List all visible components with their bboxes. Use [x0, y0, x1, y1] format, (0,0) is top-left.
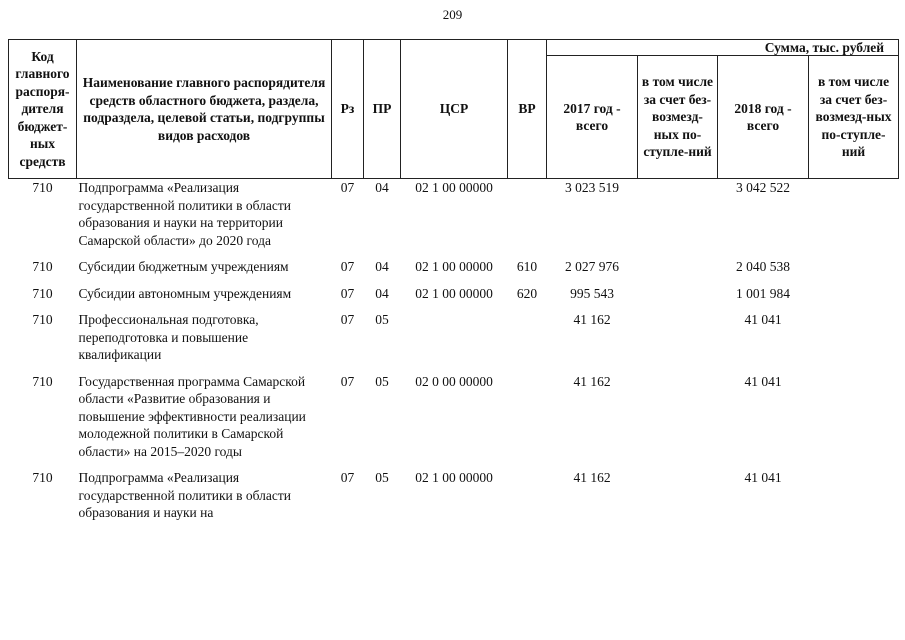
table-row: [9, 311, 899, 373]
cell-grant-2017: [638, 179, 718, 259]
cell-grant-2017: [638, 311, 718, 373]
cell-pr: 05: [375, 373, 389, 389]
cell-grant-2018: [809, 258, 899, 285]
header-csr: ЦСР: [401, 40, 508, 179]
cell-rz: 07: [340, 312, 355, 327]
cell-rz: 07: [340, 470, 355, 485]
cell-total-2017: 995 543: [570, 285, 614, 301]
cell-name: Субсидии бюджетным учреждениям: [78, 259, 289, 274]
cell-grant-2018: [809, 311, 899, 373]
header-pr: ПР: [364, 40, 401, 179]
header-total-2017: 2017 год - всего: [547, 56, 638, 179]
header-rz: Рз: [332, 40, 364, 179]
cell-code: 710: [32, 373, 53, 389]
cell-rz: 07: [340, 180, 355, 195]
table-row: [9, 179, 899, 259]
cell-name: Подпрограмма «Реализация государственной политики в области образования и науки на территории Самарской области» до 2020 года: [78, 180, 292, 248]
cell-csr: 02 1 00 00000: [415, 180, 493, 195]
header-code: Код главного распоря-дителя бюджет-ных средств: [9, 40, 77, 179]
cell-total-2018: 3 042 522: [736, 180, 790, 195]
cell-vr: 620: [516, 285, 538, 301]
cell-name: Профессиональная подготовка, переподготовка и повышение квалификации: [78, 312, 259, 362]
cell-pr: 05: [375, 312, 389, 327]
cell-grant-2018: [809, 469, 899, 531]
cell-total-2018: 2 040 538: [736, 259, 790, 274]
cell-grant-2017: [638, 469, 718, 531]
header-vr: ВР: [508, 40, 547, 179]
header-grant-2018: в том числе за счет без-возмезд-ных по-ступле-ний: [809, 56, 899, 179]
cell-grant-2018: [809, 285, 899, 312]
cell-csr: 02 1 00 00000: [415, 470, 493, 485]
cell-total-2017: 3 023 519: [565, 180, 619, 195]
cell-grant-2018: [809, 179, 899, 259]
header-name: Наименование главного распорядителя средств областного бюджета, раздела, подраздела, целевой статьи, подгруппы видов расходов: [77, 40, 332, 179]
cell-pr: 04: [375, 180, 389, 195]
cell-csr: 02 0 00 00000: [415, 373, 493, 389]
cell-grant-2018: [809, 373, 899, 470]
cell-vr: [508, 311, 547, 373]
cell-total-2018: 41 041: [744, 373, 782, 389]
cell-code: 710: [32, 312, 53, 327]
cell-csr: [401, 311, 508, 373]
cell-code: 710: [32, 259, 53, 274]
cell-rz: 07: [340, 373, 355, 389]
cell-rz: 07: [340, 285, 355, 301]
cell-csr: 02 1 00 00000: [415, 259, 493, 274]
page-number: 209: [442, 7, 463, 22]
cell-csr: 02 1 00 00000: [415, 285, 493, 301]
cell-total-2018: 41 041: [744, 470, 782, 485]
cell-grant-2017: [638, 258, 718, 285]
cell-name: Подпрограмма «Реализация государственной политики в области образования и науки на: [78, 470, 292, 520]
cell-rz: 07: [340, 259, 355, 274]
cell-total-2017: 41 162: [573, 470, 611, 485]
header-sum-group: Сумма, тыс. рублей: [547, 40, 899, 56]
table-row: [9, 285, 899, 312]
cell-pr: 05: [375, 470, 389, 485]
cell-pr: 04: [375, 259, 389, 274]
cell-name: Государственная программа Самарской области «Развитие образования и повышение эффективности реализации молодежной политики в Самарской области» на 2015–2020 годы: [78, 373, 306, 459]
cell-code: 710: [32, 285, 53, 301]
cell-code: 710: [32, 470, 53, 485]
cell-total-2018: 1 001 984: [736, 285, 790, 301]
cell-total-2017: 41 162: [573, 312, 611, 327]
cell-code: 710: [32, 180, 53, 195]
header-grant-2017: в том числе за счет без-возмезд-ных по-ступле-ний: [638, 56, 718, 179]
table-row: [9, 469, 899, 531]
cell-pr: 04: [375, 285, 389, 301]
cell-vr: [508, 373, 547, 470]
header-total-2018: 2018 год - всего: [718, 56, 809, 179]
cell-total-2017: 2 027 976: [565, 259, 619, 274]
cell-grant-2017: [638, 285, 718, 312]
cell-name: Субсидии автономным учреждениям: [78, 285, 292, 301]
table-body: [9, 179, 899, 531]
cell-grant-2017: [638, 373, 718, 470]
budget-table: [8, 39, 899, 531]
header-row: [9, 40, 899, 56]
cell-vr: [508, 179, 547, 259]
cell-vr: [508, 469, 547, 531]
cell-total-2018: 41 041: [744, 312, 782, 327]
table-row: [9, 373, 899, 470]
cell-vr: 610: [516, 259, 538, 274]
cell-total-2017: 41 162: [573, 373, 611, 389]
table-row: [9, 258, 899, 285]
